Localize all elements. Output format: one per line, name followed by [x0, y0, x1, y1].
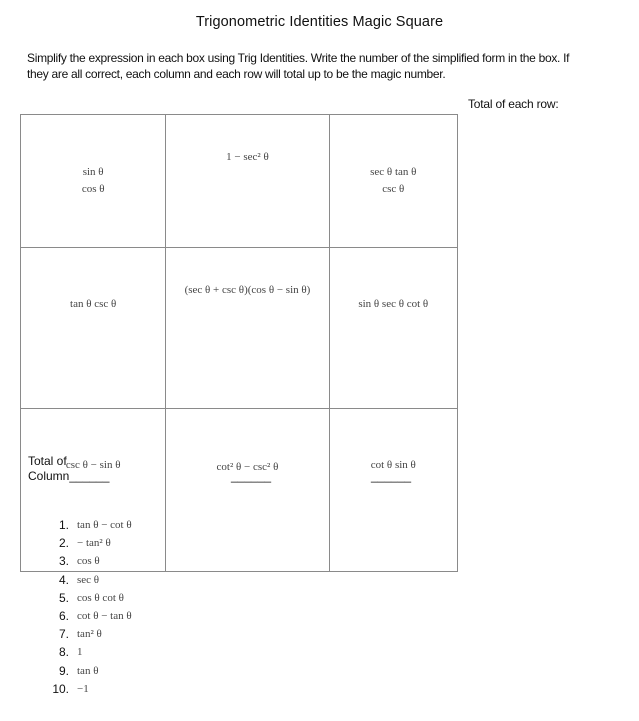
denominator: csc θ [382, 183, 405, 195]
column-3-total-blank[interactable]: ______ [371, 469, 412, 483]
answer-item [28, 662, 132, 680]
answer-choices-list [28, 516, 132, 698]
grid-row-2 [21, 248, 458, 409]
answer-number: 4. [58, 572, 69, 587]
numerator: sec θ tan θ [370, 166, 417, 178]
cell-r2-c1[interactable] [21, 248, 166, 409]
page-title: Trigonometric Identities Magic Square [195, 14, 444, 30]
answer-item [28, 643, 132, 661]
answer-expression: 1 [77, 646, 83, 659]
denominator: cos θ [81, 183, 105, 195]
numerator: sin θ [82, 166, 104, 178]
answer-item [28, 589, 132, 607]
answer-number: 2. [58, 536, 69, 551]
instructions-text: Simplify the expression in each box using Trig Identities. Write the number of the simplified form in the box. If they are all correct, each column and each row will total up to be the magic number. [27, 51, 570, 81]
expression: cot θ sin θ [370, 459, 416, 471]
cell-r2-c2[interactable] [166, 248, 329, 409]
answer-expression: cos θ [77, 555, 100, 568]
answer-expression: sec θ [77, 573, 100, 586]
cell-r3-c2[interactable] [166, 409, 329, 572]
answer-item [28, 534, 132, 552]
column-2-total-blank[interactable]: ______ [231, 469, 272, 483]
fraction [368, 164, 418, 198]
answer-expression: tan θ − cot θ [77, 519, 132, 532]
answer-number: 7. [58, 627, 69, 642]
expression: sin θ sec θ cot θ [358, 298, 429, 310]
expression: tan θ csc θ [70, 298, 117, 310]
answer-number: 8. [58, 645, 69, 660]
grid-row-1 [21, 115, 458, 248]
cell-r1-c2[interactable] [166, 115, 329, 248]
answer-expression: tan² θ [77, 628, 102, 641]
column-total-label [28, 454, 109, 484]
cell-r3-c3[interactable] [329, 409, 457, 572]
answer-expression: −1 [77, 682, 89, 695]
column-total-label-line1: Total of [28, 454, 67, 468]
answer-expression: cos θ cot θ [77, 591, 124, 604]
answer-item [28, 552, 132, 570]
answer-number: 1. [58, 518, 69, 533]
magic-square-grid [20, 114, 458, 572]
fraction [80, 164, 107, 198]
answer-item [28, 571, 132, 589]
expression: cot² θ − csc² θ [216, 461, 279, 473]
answer-expression: − tan² θ [77, 537, 111, 550]
cell-r2-c3[interactable] [329, 248, 457, 409]
answer-expression: tan θ [77, 664, 99, 677]
answer-item [28, 516, 132, 534]
answer-item [28, 607, 132, 625]
answer-number: 5. [58, 590, 69, 605]
answer-number: 6. [58, 609, 69, 624]
column-total-label-line2: Column [28, 469, 70, 483]
answer-number: 9. [58, 663, 69, 678]
expression: 1 − sec² θ [226, 151, 269, 163]
answer-number: 3. [58, 554, 69, 569]
answer-item [28, 625, 132, 643]
expression: csc θ − sin θ [65, 459, 121, 471]
answer-expression: cot θ − tan θ [77, 610, 132, 623]
column-1-total-blank[interactable]: ______ [69, 469, 110, 483]
answer-number: 10. [52, 681, 69, 696]
row-total-label: Total of each row: [468, 97, 559, 111]
cell-r1-c3[interactable] [329, 115, 457, 248]
cell-r1-c1[interactable] [21, 115, 166, 248]
answer-item [28, 680, 132, 698]
expression: (sec θ + csc θ)(cos θ − sin θ) [184, 284, 311, 296]
